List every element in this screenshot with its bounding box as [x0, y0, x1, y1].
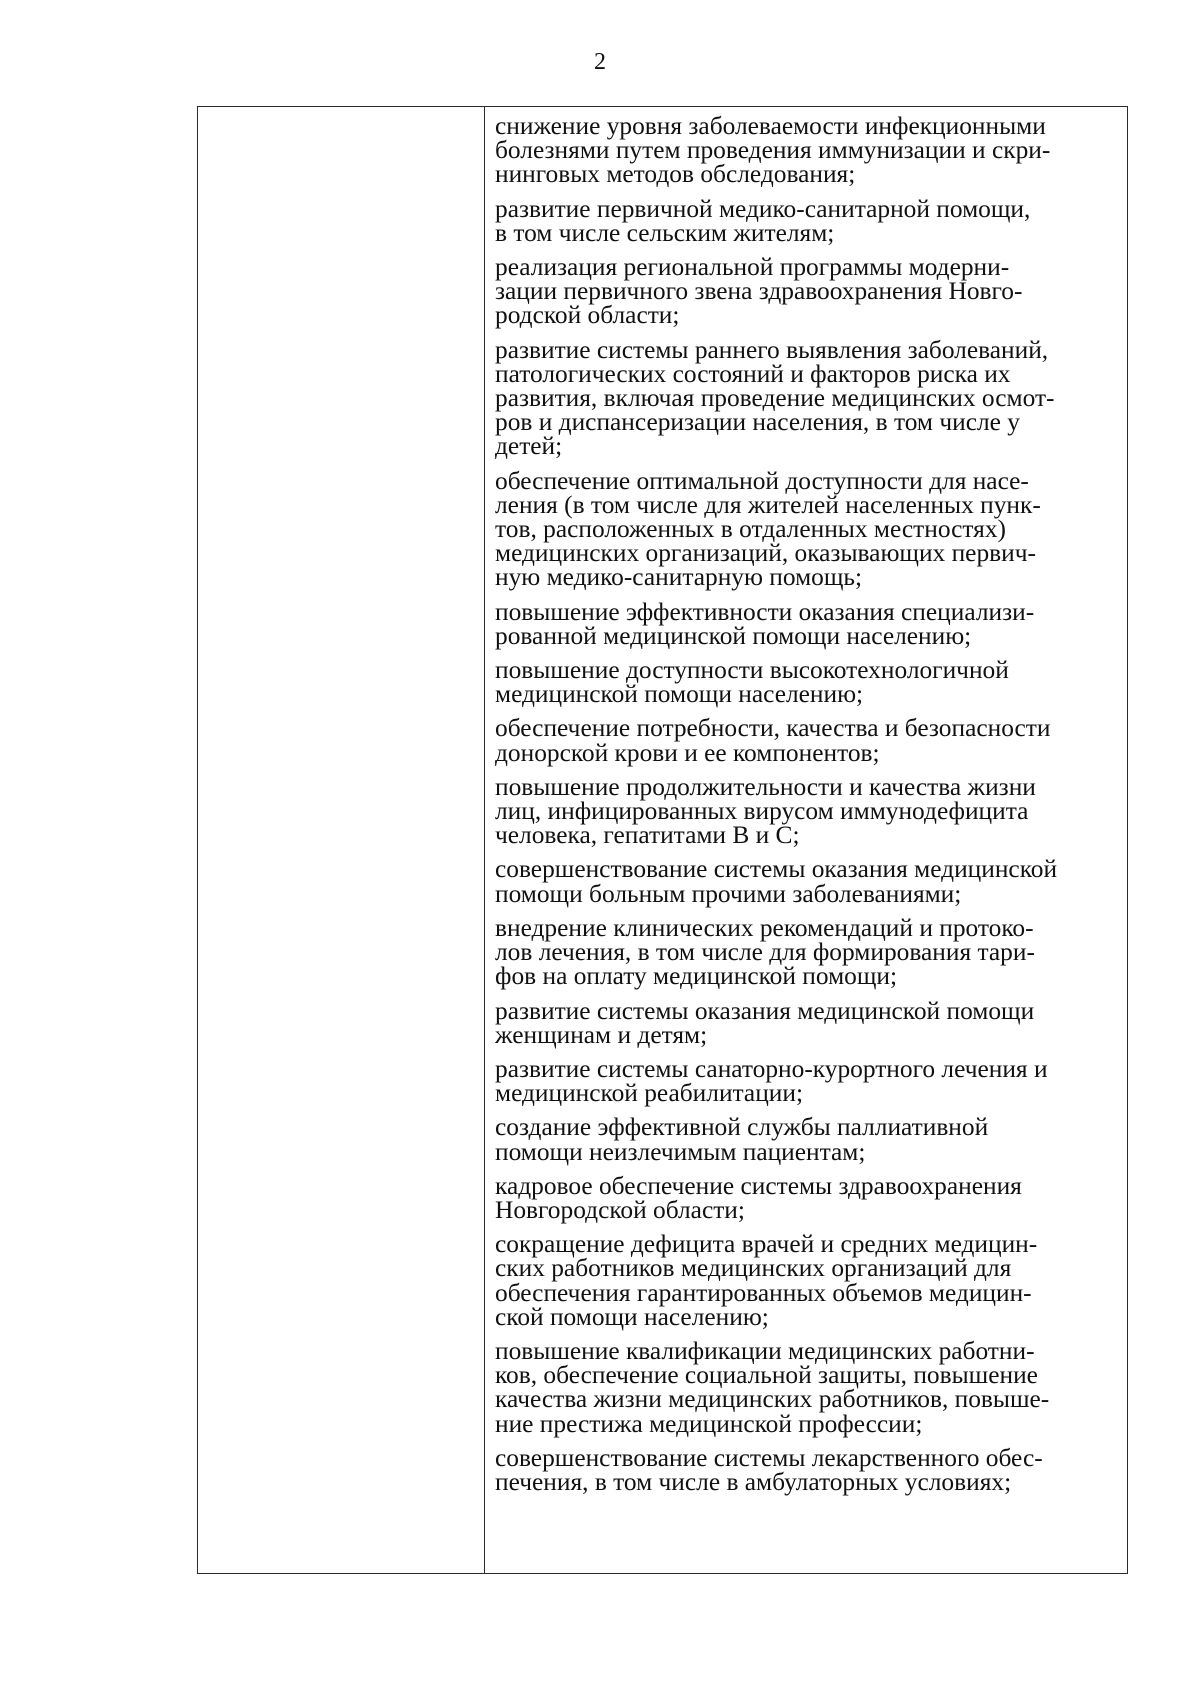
list-item-line: зации первичного звена здравоохранения Новго-: [495, 277, 1023, 306]
list-item-line: ров и диспансеризации населения, в том числе у: [495, 408, 1020, 437]
list-item: [495, 1232, 1121, 1329]
list-item-line: повышение эффективности оказания специализи-: [495, 597, 1035, 626]
list-item-line: тов, расположенных в отдаленных местностях): [495, 515, 1007, 544]
list-item-line: кадровое обеспечение системы здравоохранения: [495, 1171, 1022, 1200]
list-item: [495, 1443, 1121, 1496]
list-item: [495, 1336, 1121, 1438]
list-item-line: Новгородской области;: [495, 1195, 745, 1224]
list-item-line: нинговых методов обследования;: [495, 160, 856, 189]
list-item: [495, 855, 1121, 908]
table-left-column: [198, 107, 485, 1573]
list-item-line: внедрение клинических рекомендаций и протоко-: [495, 913, 1034, 942]
list-item: [495, 913, 1121, 991]
list-item-line: обеспечение потребности, качества и безопасности: [495, 714, 1051, 743]
list-item-line: медицинской реабилитации;: [495, 1079, 804, 1108]
document-table: [197, 106, 1128, 1574]
list-item-line: помощи неизлечимым пациентам;: [495, 1137, 866, 1166]
list-item: [495, 714, 1121, 767]
list-item-line: патологических состояний и факторов риска их: [495, 359, 1011, 388]
list-item-line: ской помощи населению;: [495, 1302, 769, 1331]
list-item-line: печения, в том числе в амбулаторных условиях;: [495, 1467, 1012, 1496]
list-item-line: совершенствование системы лекарственного обес-: [495, 1443, 1043, 1472]
list-item: [495, 656, 1121, 709]
list-item-line: повышение доступности высокотехнологичной: [495, 656, 1009, 685]
list-item-line: ления (в том числе для жителей населенных пунк-: [495, 490, 1041, 519]
list-item-line: болезнями путем проведения иммунизации и скри-: [495, 136, 1051, 165]
list-item-line: качества жизни медицинских работников, повыше-: [495, 1385, 1050, 1414]
list-item-line: медицинской помощи населению;: [495, 680, 864, 709]
list-item: [495, 996, 1121, 1049]
list-item-line: ских работников медицинских организаций для: [495, 1254, 1012, 1283]
list-item-line: ков, обеспечение социальной защиты, повышение: [495, 1361, 1038, 1390]
list-item-line: развитие системы раннего выявления заболеваний,: [495, 335, 1049, 364]
list-item: [495, 772, 1121, 850]
list-item-line: лиц, инфицированных вирусом иммунодефицита: [495, 797, 1029, 826]
list-item-line: родской области;: [495, 301, 680, 330]
list-item-line: рованной медицинской помощи населению;: [495, 621, 972, 650]
list-item-line: обеспечение оптимальной доступности для насе-: [495, 466, 1029, 495]
list-item-line: развитие системы санаторно-курортного лечения и: [495, 1054, 1048, 1083]
list-item: [495, 114, 1121, 187]
page-number: 2: [594, 49, 606, 75]
list-item-line: повышение продолжительности и качества жизни: [495, 772, 1036, 801]
list-item-line: повышение квалификации медицинских работни-: [495, 1336, 1035, 1365]
list-item-line: медицинских организаций, оказывающих первич-: [495, 539, 1036, 568]
list-item: [495, 1171, 1121, 1224]
list-item-line: ную медико-санитарную помощь;: [495, 563, 863, 592]
list-item-line: помощи больным прочими заболеваниями;: [495, 879, 962, 908]
list-item-line: развитие системы оказания медицинской помощи: [495, 996, 1035, 1025]
list-item-line: обеспечения гарантированных объемов медицин-: [495, 1278, 1032, 1307]
list-item-line: лов лечения, в том числе для формирования тари-: [495, 938, 1035, 967]
list-item-line: человека, гепатитами В и С;: [495, 821, 800, 850]
list-item-line: снижение уровня заболеваемости инфекционными: [495, 112, 1046, 140]
list-item: [495, 597, 1121, 650]
list-item-line: фов на оплату медицинской помощи;: [495, 962, 898, 991]
list-item: [495, 466, 1121, 592]
list-item: [495, 255, 1121, 328]
list-item: [495, 335, 1121, 461]
list-item-line: детей;: [495, 432, 563, 461]
list-item-line: реализация региональной программы модерни-: [495, 253, 1010, 282]
list-item: [495, 1113, 1121, 1166]
list-item-line: донорской крови и ее компонентов;: [495, 738, 880, 767]
list-item-line: в том числе сельским жителям;: [495, 218, 835, 247]
list-item-line: развитие первичной медико-санитарной помощи,: [495, 194, 1031, 223]
table-right-column: [485, 107, 1127, 1573]
list-item-line: сокращение дефицита врачей и средних медицин-: [495, 1230, 1038, 1259]
list-item-line: женщинам и детям;: [495, 1020, 708, 1049]
list-item-line: ние престижа медицинской профессии;: [495, 1409, 923, 1438]
list-item: [495, 194, 1121, 247]
list-item: [495, 1054, 1121, 1108]
list-item-line: создание эффективной службы паллиативной: [495, 1113, 989, 1142]
list-item-line: развития, включая проведение медицинских осмот-: [495, 384, 1055, 413]
list-item-line: совершенствование системы оказания медицинской: [495, 855, 1058, 884]
